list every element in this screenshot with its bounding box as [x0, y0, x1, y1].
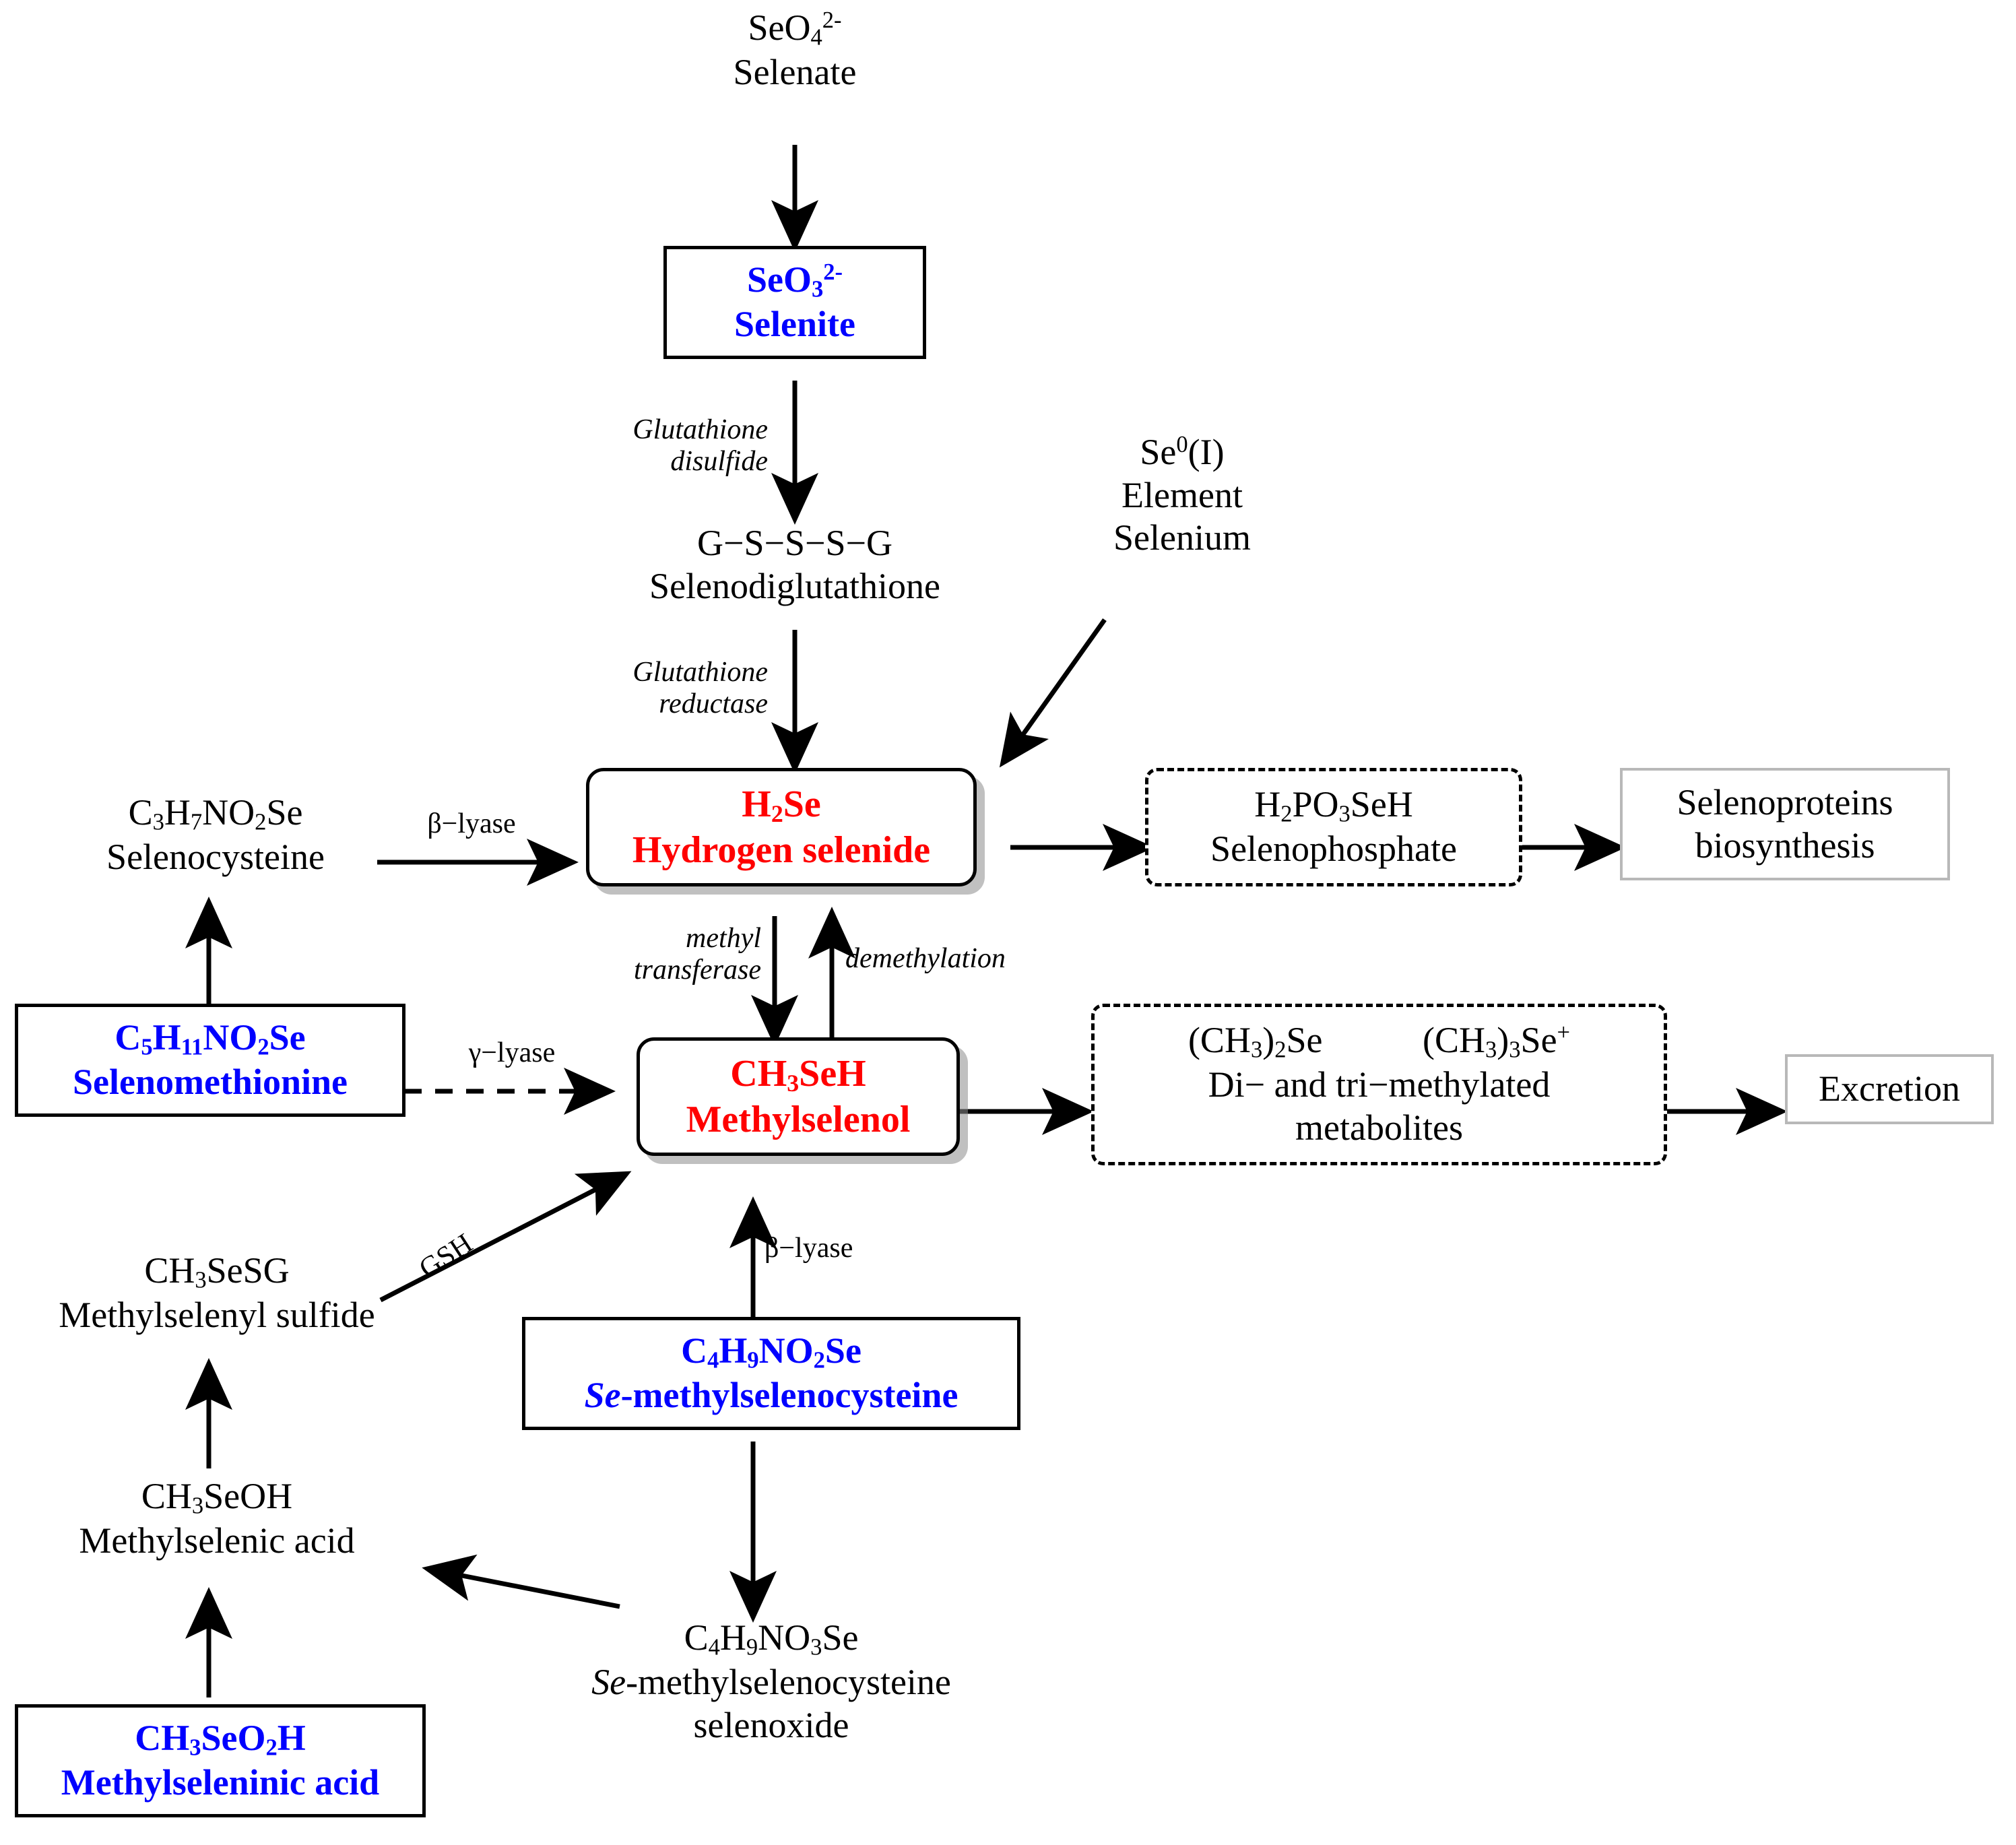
selenodiglutathione-formula: G−S−S−S−G	[697, 523, 892, 563]
node-selenate	[674, 7, 916, 94]
label-glutathione-reductase: Glutathione reductase	[632, 657, 768, 720]
selenophosphate-name: Selenophosphate	[1210, 829, 1457, 870]
se-mesec-formula: $C_4H_9NO_2Se$	[681, 1330, 861, 1373]
node-methylselenic-acid	[15, 1475, 419, 1563]
label-methyl-transferase: methyl transferase	[634, 923, 761, 986]
label-beta-lyase-bottom: β−lyase	[765, 1233, 853, 1264]
node-methylselenyl-sulfide	[15, 1250, 419, 1337]
selenomethionine-formula: $C_5H_{11}NO_2Se$	[115, 1017, 306, 1060]
selenophosphate-formula: $H_2PO_3SeH$	[1254, 784, 1413, 827]
selenoxide-name-line2: selenoxide	[693, 1705, 849, 1746]
selenocysteine-formula: $C_3H_7NO_2Se$	[128, 792, 303, 835]
node-selenomethionine	[15, 1004, 405, 1117]
selenite-name: Selenite	[734, 304, 855, 345]
label-glutathione-disulfide: Glutathione disulfide	[632, 414, 768, 478]
node-methylseleninic-acid	[15, 1704, 426, 1817]
label-gsh: GSH	[414, 1227, 478, 1285]
node-methylselenol	[637, 1037, 960, 1156]
h2se-name: Hydrogen selenide	[632, 829, 931, 872]
node-selenite	[663, 246, 926, 359]
node-selenophosphate	[1145, 768, 1522, 886]
ch3seh-name: Methylselenol	[686, 1099, 911, 1141]
node-selenodiglutathione	[593, 522, 997, 608]
methylseleninic-acid-name: Methylseleninic acid	[61, 1762, 380, 1803]
methylselenic-acid-formula: $CH_3SeOH$	[141, 1476, 293, 1519]
element-selenium-formula: Se$^0$(I)	[1140, 432, 1225, 472]
selenite-formula: SeO$_3^{2-}$	[746, 259, 843, 302]
selenocysteine-name: Selenocysteine	[106, 837, 325, 878]
node-hydrogen-selenide	[586, 768, 977, 886]
methylselenic-acid-name: Methylselenic acid	[79, 1520, 355, 1561]
node-se-methylselenocysteine-selenoxide	[519, 1617, 1024, 1747]
h2se-formula: $H_2Se$	[742, 783, 821, 827]
selenate-name: Selenate	[733, 52, 857, 93]
node-selenocysteine	[67, 791, 364, 879]
node-dimethylated-metabolites: $(CH_3)_2Se$ $(CH_3)_3Se^+$ Di− and tri−methylated metabolites	[1091, 1004, 1667, 1165]
dimethylated-formulas: $(CH_3)_2Se$ $(CH_3)_3Se^+$	[1188, 1020, 1571, 1063]
node-selenoproteins: Selenoproteins biosynthesis	[1620, 768, 1950, 880]
ch3seh-formula: $CH_3SeH$	[730, 1053, 866, 1097]
label-demethylation: demethylation	[845, 943, 1006, 974]
methylseleninic-acid-formula: $CH_3SeO_2H$	[135, 1718, 306, 1761]
selenate-formula: SeO$_4^{2-}$	[748, 7, 842, 51]
node-se-methylselenocysteine	[522, 1317, 1020, 1430]
selenodiglutathione-name: Selenodiglutathione	[649, 565, 940, 606]
selenoxide-name: Se-methylselenocysteine	[591, 1662, 951, 1703]
methylselenyl-sulfide-name: Methylselenyl sulfide	[59, 1295, 375, 1336]
node-element-selenium: Se$^0$(I) Element Selenium	[1058, 431, 1307, 560]
label-gamma-lyase: γ−lyase	[468, 1037, 556, 1068]
methylselenyl-sulfide-formula: $CH_3SeSG$	[144, 1250, 290, 1293]
label-beta-lyase-left: β−lyase	[427, 808, 516, 839]
node-excretion: Excretion	[1785, 1054, 1994, 1124]
selenomethionine-name: Selenomethionine	[72, 1062, 348, 1103]
selenoxide-formula: $C_4H_9NO_3Se$	[684, 1617, 859, 1660]
se-mesec-name: Se-methylselenocysteine	[584, 1375, 958, 1416]
